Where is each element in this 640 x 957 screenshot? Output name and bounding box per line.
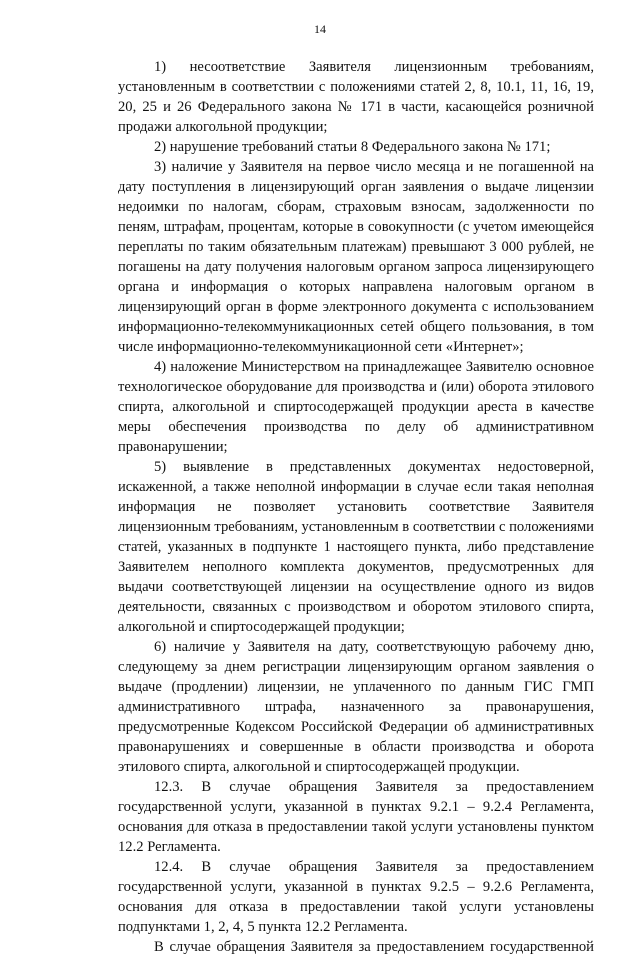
paragraph-item-2: 2) нарушение требований статьи 8 Федерального закона № 171; (154, 139, 551, 155)
paragraph-12-3: 12.3. В случае обращения Заявителя за предоставлением государственной услуги, указанной в пунктах 9.2.1 – 9.2.4 Регламента, основания для отказа в предоставлении такой услуги установлены пунктом 12.2 Регламента. (118, 779, 594, 855)
page-number: 14 (314, 22, 326, 36)
document-body (118, 57, 594, 957)
paragraph-item-6: 6) наличие у Заявителя на дату, соответствующую рабочему дню, следующему за днем регистрации лицензирующим органом заявления о выдаче (продлении) лицензии, не уплаченного по данным ГИС ГМП административного штрафа, назначенного за правонарушения, предусмотренные Кодексом Российской Федерации об административных правонарушениях и совершенные в области производства и оборота этилового спирта, алкогольной и спиртосодержащей продукции. (118, 639, 594, 775)
paragraph-item-4: 4) наложение Министерством на принадлежащее Заявителю основное технологическое оборудование для производства и (или) оборота этилового спирта, алкогольной и спиртосодержащей продукции ареста в качестве меры обеспечения производства по делу об административном правонарушении; (118, 359, 594, 455)
paragraph-12-4: 12.4. В случае обращения Заявителя за предоставлением государственной услуги, указанной в пунктах 9.2.5 – 9.2.6 Регламента, основания для отказа в предоставлении такой услуги установлены подпунктами 1, 2, 4, 5 пункта 12.2 Регламента. (118, 859, 594, 935)
paragraph-continued: В случае обращения Заявителя за предоставлением государственной (154, 939, 594, 955)
paragraph-item-1: 1) несоответствие Заявителя лицензионным требованиям, установленным в соответствии с положениями статей 2, 8, 10.1, 11, 16, 19, 20, 25 и 26 Федерального закона № 171 в части, касающейся розничной продажи алкогольной продукции; (118, 59, 594, 135)
paragraph-item-3: 3) наличие у Заявителя на первое число месяца и не погашенной на дату поступления в лицензирующий орган заявления о выдаче лицензии недоимки по налогам, сборам, страховым взносам, задолженности по пеням, штрафам, процентам, которые в совокупности (с учетом имеющейся переплаты по таким обязательным платежам) превышают 3 000 рублей, не погашены на дату получения налоговым органом запроса лицензирующего органа и информация о которых направлена налоговым органом в лицензирующий орган в форме электронного документа с использованием информационно-телекоммуникационных сетей общего пользования, в том числе информационно-телекоммуникационной сети «Интернет»; (118, 159, 594, 355)
paragraph-item-5: 5) выявление в представленных документах недостоверной, искаженной, а также неполной информации в случае если такая неполная информация не позволяет установить соответствие Заявителя лицензионным требованиям, установленным в соответствии с положениями статей, указанных в подпункте 1 настоящего пункта, либо представление Заявителем неполного комплекта документов, предусмотренных для выдачи соответствующей лицензии на осуществление одного из видов деятельности, связанных с производством и оборотом этилового спирта, алкогольной и спиртосодержащей продукции; (118, 459, 594, 635)
